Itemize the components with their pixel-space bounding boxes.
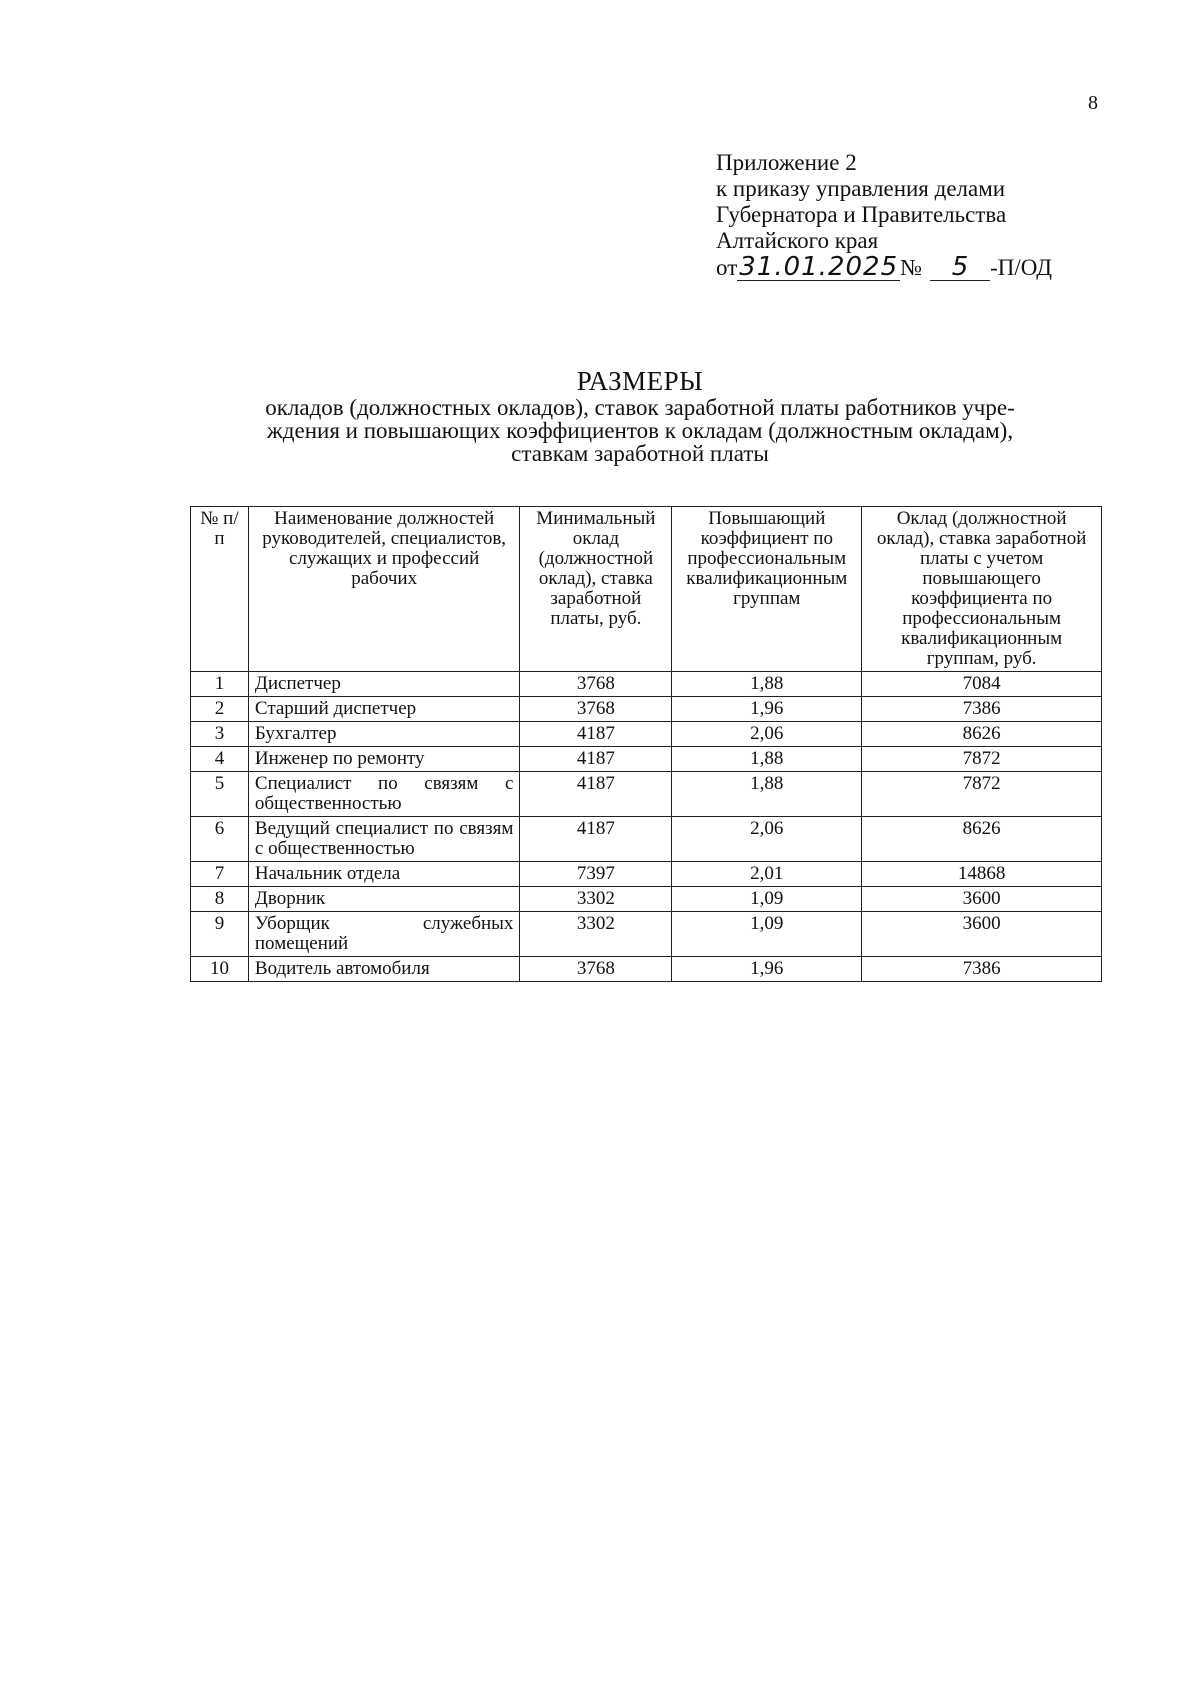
document-heading bbox=[190, 366, 1090, 465]
cell-number: 9 bbox=[191, 912, 249, 957]
cell-min-salary: 4187 bbox=[520, 722, 672, 747]
cell-total-salary: 14868 bbox=[862, 862, 1102, 887]
header-position: Наименование должностей руководителей, специалистов, служащих и профессий рабочих bbox=[248, 507, 520, 672]
page-number: 8 bbox=[1088, 92, 1098, 114]
cell-coefficient: 1,88 bbox=[672, 672, 862, 697]
cell-position: Водитель автомобиля bbox=[248, 957, 520, 982]
document-subtitle-line-3: ставкам заработной платы bbox=[511, 441, 769, 466]
cell-min-salary: 4187 bbox=[520, 817, 672, 862]
cell-number: 7 bbox=[191, 862, 249, 887]
cell-position: Дворник bbox=[248, 887, 520, 912]
cell-total-salary: 8626 bbox=[862, 722, 1102, 747]
order-line bbox=[716, 254, 1052, 281]
cell-position: Бухгалтер bbox=[248, 722, 520, 747]
cell-total-salary: 7386 bbox=[862, 957, 1102, 982]
cell-position: Уборщик служебных помещений bbox=[248, 912, 520, 957]
cell-number: 5 bbox=[191, 772, 249, 817]
cell-coefficient: 2,01 bbox=[672, 862, 862, 887]
order-number-sign: № bbox=[900, 255, 923, 280]
cell-coefficient: 2,06 bbox=[672, 817, 862, 862]
cell-total-salary: 3600 bbox=[862, 887, 1102, 912]
cell-number: 1 bbox=[191, 672, 249, 697]
table-row bbox=[191, 722, 1102, 747]
table-row bbox=[191, 862, 1102, 887]
cell-number: 2 bbox=[191, 697, 249, 722]
cell-min-salary: 4187 bbox=[520, 747, 672, 772]
cell-min-salary: 3768 bbox=[520, 697, 672, 722]
cell-number: 10 bbox=[191, 957, 249, 982]
table-row bbox=[191, 912, 1102, 957]
table-body bbox=[191, 672, 1102, 982]
header-min-salary: Минимальный оклад (должностной оклад), ставка заработной платы, руб. bbox=[520, 507, 672, 672]
document-subtitle-line-1: окладов (должностных окладов), ставок заработной платы работников учре- bbox=[265, 395, 1015, 420]
appendix-line-2: к приказу управления делами bbox=[716, 176, 1006, 201]
appendix-line-1: Приложение 2 bbox=[716, 150, 857, 175]
cell-number: 8 bbox=[191, 887, 249, 912]
table-row bbox=[191, 697, 1102, 722]
cell-min-salary: 3302 bbox=[520, 887, 672, 912]
cell-position: Инженер по ремонту bbox=[248, 747, 520, 772]
table-row bbox=[191, 887, 1102, 912]
cell-min-salary: 3768 bbox=[520, 957, 672, 982]
table-row bbox=[191, 672, 1102, 697]
appendix-block bbox=[716, 150, 1052, 281]
cell-position: Ведущий специалист по связям с общественностью bbox=[248, 817, 520, 862]
cell-min-salary: 3302 bbox=[520, 912, 672, 957]
cell-position: Старший диспетчер bbox=[248, 697, 520, 722]
cell-total-salary: 7872 bbox=[862, 747, 1102, 772]
appendix-line-4: Алтайского края bbox=[716, 228, 879, 253]
cell-min-salary: 4187 bbox=[520, 772, 672, 817]
order-prefix: от bbox=[716, 255, 738, 280]
cell-number: 4 bbox=[191, 747, 249, 772]
cell-coefficient: 1,96 bbox=[672, 697, 862, 722]
cell-total-salary: 8626 bbox=[862, 817, 1102, 862]
cell-coefficient: 1,09 bbox=[672, 887, 862, 912]
cell-total-salary: 7084 bbox=[862, 672, 1102, 697]
cell-number: 3 bbox=[191, 722, 249, 747]
table-row bbox=[191, 772, 1102, 817]
cell-coefficient: 1,88 bbox=[672, 772, 862, 817]
cell-coefficient: 1,09 bbox=[672, 912, 862, 957]
table-row bbox=[191, 747, 1102, 772]
cell-position: Начальник отдела bbox=[248, 862, 520, 887]
table-header-row bbox=[191, 507, 1102, 672]
salary-table bbox=[190, 506, 1102, 982]
cell-total-salary: 7872 bbox=[862, 772, 1102, 817]
cell-position: Диспетчер bbox=[248, 672, 520, 697]
cell-min-salary: 7397 bbox=[520, 862, 672, 887]
order-number: 5 bbox=[930, 254, 990, 281]
cell-position: Специалист по связям с общественностью bbox=[248, 772, 520, 817]
table-row bbox=[191, 817, 1102, 862]
cell-coefficient: 1,96 bbox=[672, 957, 862, 982]
cell-total-salary: 3600 bbox=[862, 912, 1102, 957]
table-row bbox=[191, 957, 1102, 982]
order-date: 31.01.2025 bbox=[739, 252, 899, 282]
document-subtitle-line-2: ждения и повышающих коэффициентов к окладам (должностным окладам), bbox=[266, 418, 1014, 443]
cell-number: 6 bbox=[191, 817, 249, 862]
document-title: РАЗМЕРЫ bbox=[576, 366, 704, 396]
header-total-salary: Оклад (должностной оклад), ставка заработной платы с учетом повышающего коэффициента по профессиональным квалификационным группам, руб. bbox=[862, 507, 1102, 672]
appendix-line-3: Губернатора и Правительства bbox=[716, 202, 1007, 227]
header-coefficient: Повышающий коэффициент по профессиональным квалификационным группам bbox=[672, 507, 862, 672]
order-suffix: -П/ОД bbox=[990, 255, 1052, 280]
cell-total-salary: 7386 bbox=[862, 697, 1102, 722]
header-number: № п/п bbox=[191, 507, 249, 672]
cell-coefficient: 1,88 bbox=[672, 747, 862, 772]
cell-coefficient: 2,06 bbox=[672, 722, 862, 747]
cell-min-salary: 3768 bbox=[520, 672, 672, 697]
